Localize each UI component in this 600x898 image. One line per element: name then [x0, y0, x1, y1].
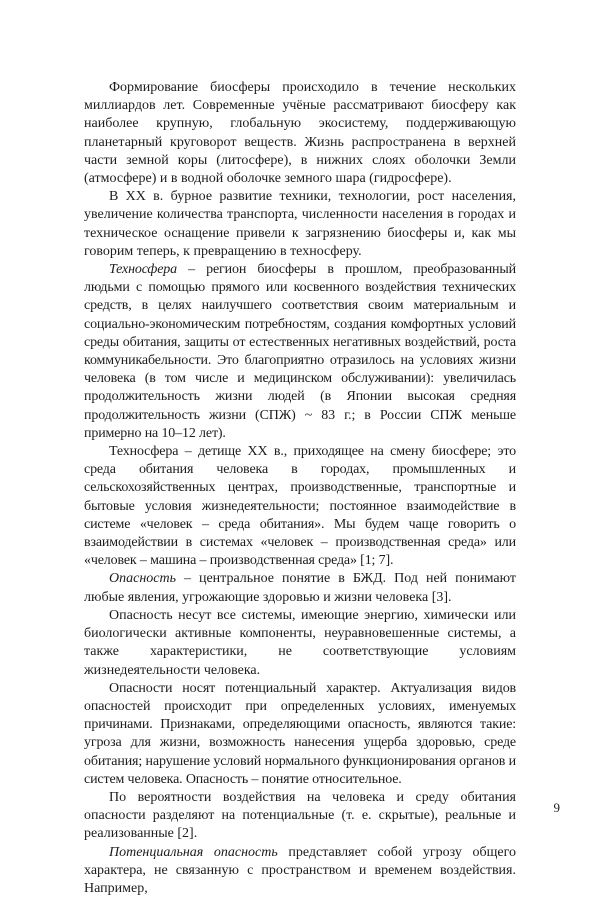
- paragraph-potential-danger: [84, 844, 516, 898]
- paragraph-text: Формирование биосферы происходило в течение нескольких миллиардов лет. Современные учёные рассматривают биосферу как наиболее крупную, глобальную экосистему, поддерживающую планетарный круговорот веществ. Жизнь распространена в верхней части земной коры (литосфере), в нижних слоях оболочки Земли (атмосфере) и в водной оболочке земного шара (гидросфере).: [84, 80, 516, 187]
- paragraph-danger-sources: [84, 607, 516, 680]
- page-number: 9: [553, 800, 560, 815]
- paragraph-text: В XX в. бурное развитие техники, технологии, рост населения, увеличение количества транспорта, численности населения в городах и техническое оснащение привели к загрязнению биосферы и, как мы говорим теперь, к превращению в техносферу.: [84, 189, 516, 259]
- defined-term: Потенциальная опасность: [109, 844, 278, 860]
- defined-term: Техносфера: [109, 262, 177, 278]
- paragraph-danger-definition: [84, 570, 516, 606]
- paragraph-text: представляет собой угрозу общего характера, не связанную с пространством и временем воздействия. Например,: [84, 844, 516, 896]
- paragraph-text: – центральное понятие в БЖД. Под ней понимают любые явления, угрожающие здоровью и жизни человека [3].: [84, 571, 516, 605]
- paragraph-technosphere-definition: [84, 261, 516, 443]
- paragraph-danger-classification: [84, 789, 516, 844]
- paragraph-text: – регион биосферы в прошлом, преобразованный людьми с помощью прямого или косвенного воздействия технических средств, в целях наилучшего соответствия своим материальным и социально-экономическим потребностям, создания комфортных условий среды обитания, защиты от естественных негативных воздействий, роста коммуникабельности. Это благоприятно отразилось на условиях жизни человека (в том числе и медицинском обслуживании): увеличилась продолжительность жизни людей (в Японии высокая средняя продолжительность жизни (СПЖ) ~ 83 г.; в России СПЖ меньше примерно на 10–12 лет).: [84, 262, 516, 441]
- paragraph-text: Опасности носят потенциальный характер. Актуализация видов опасностей происходит при определенных условиях, именуемых причинами. Признаками, определяющими опасность, являются такие: угроза для жизни, возможность нанесения ущерба здоровью, среде обитания; нарушение условий нормального функционирования органов и систем человека. Опасность – понятие относительное.: [84, 680, 516, 787]
- paragraph-danger-potential: [84, 680, 516, 789]
- defined-term: Опасность: [109, 571, 176, 587]
- paragraph-text: Техносфера – детище XX в., приходящее на смену биосфере; это среда обитания человека в городах, промышленных и сельскохозяйственных центрах, производственные, транспортные и бытовые условия жизнедеятельности; постоянное взаимодействие в системе «человек – среда обитания». Мы будем чаще говорить о взаимодействии в системах «человек – производственная среда» или «человек – машина – производственная среда» [1; 7].: [84, 444, 516, 569]
- paragraph-twentieth-century: [84, 188, 516, 261]
- paragraph-text: По вероятности воздействия на человека и среду обитания опасности разделяют на потенциальные (т. е. скрытые), реальные и реализованные [2].: [84, 789, 516, 842]
- paragraph-technosphere-environment: [84, 443, 516, 570]
- paragraph-biosphere-formation: [84, 79, 516, 188]
- paragraph-text: Опасность несут все системы, имеющие энергию, химически или биологически активные компоненты, неуравновешенные системы, а также характеристики, не соответствующие условиям жизнедеятельности человека.: [84, 607, 516, 678]
- body-text: [84, 79, 516, 898]
